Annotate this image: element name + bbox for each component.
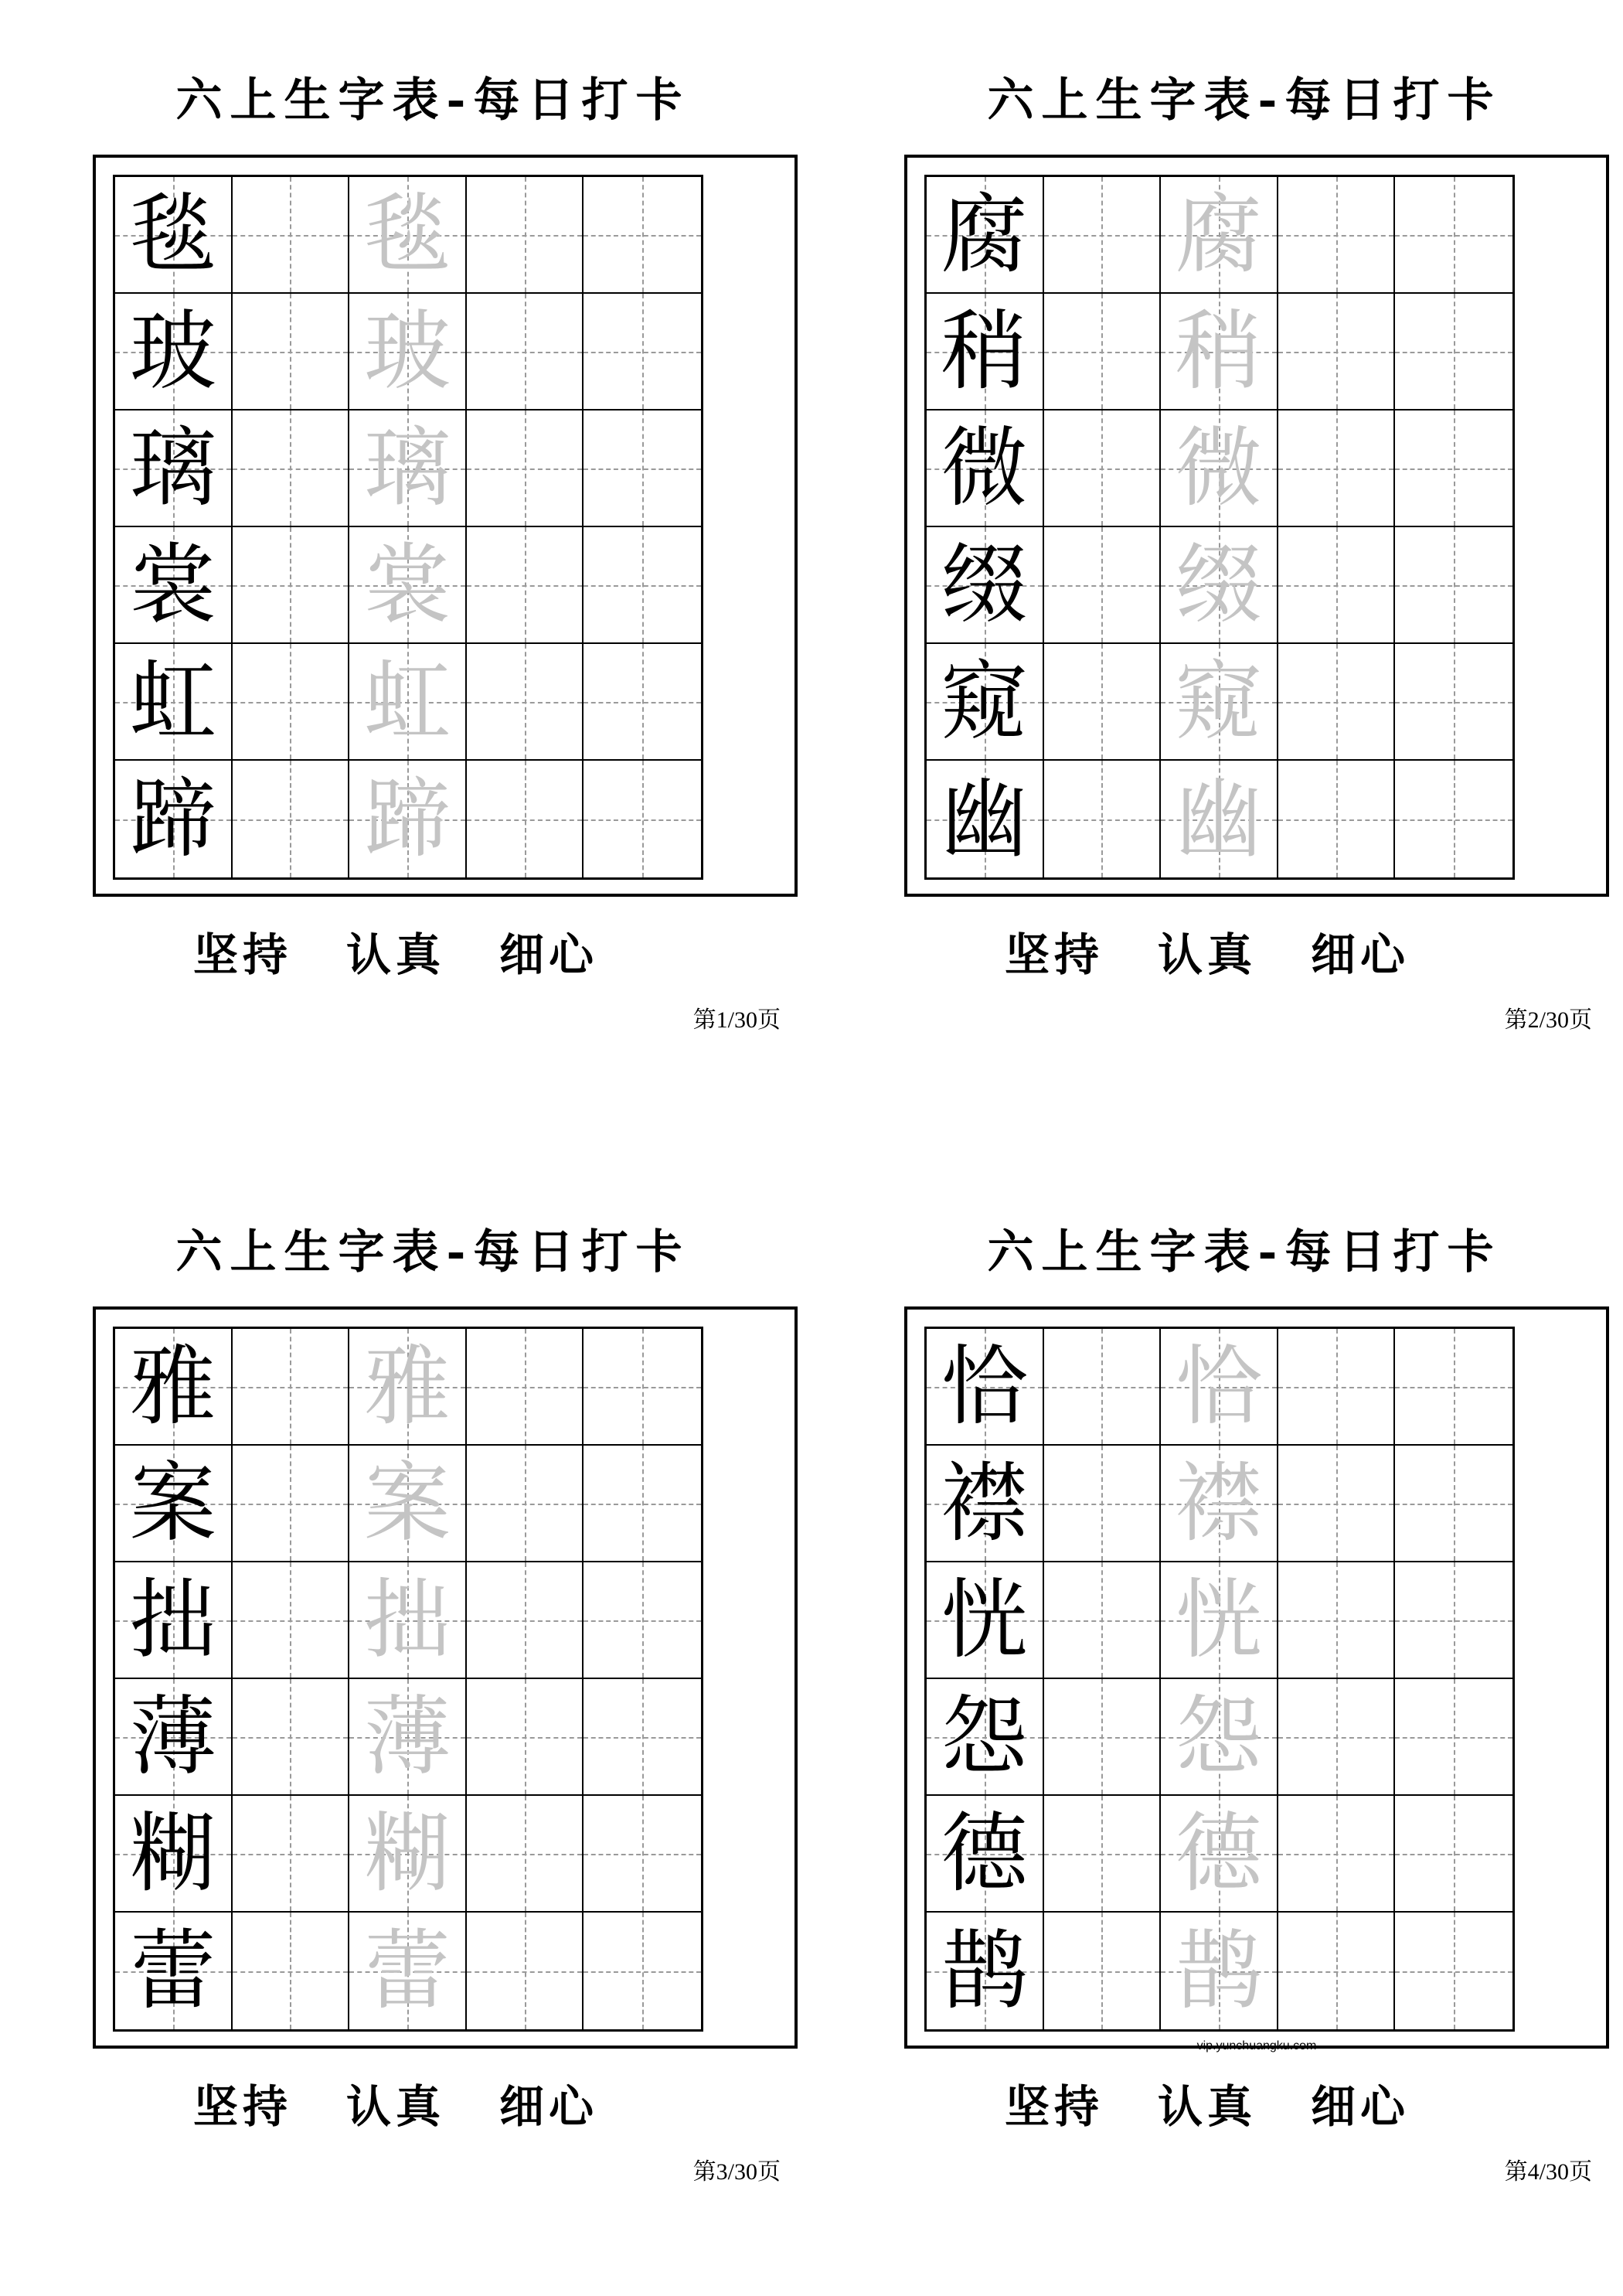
blank-writing-cell[interactable] [1278,644,1396,761]
motto-word: 坚持 [1005,2080,1104,2133]
grid-row [115,644,701,761]
blank-writing-cell[interactable] [1044,644,1162,761]
blank-writing-cell[interactable] [1395,1679,1512,1796]
model-cell [115,527,233,644]
model-character: 毯 [129,184,216,285]
model-cell [927,527,1044,644]
model-character: 蹄 [129,768,216,870]
model-character: 璃 [129,417,216,519]
model-cell [927,1796,1044,1913]
trace-cell [1161,527,1278,644]
motto-line [1005,2080,1464,2134]
practice-grid [924,1327,1515,2032]
trace-character: 幽 [1175,768,1262,870]
blank-writing-cell[interactable] [233,1679,350,1796]
trace-character: 毯 [363,184,451,285]
trace-cell [1161,410,1278,527]
blank-writing-cell[interactable] [233,1446,350,1562]
blank-writing-cell[interactable] [1044,410,1162,527]
trace-cell [1161,294,1278,410]
blank-writing-cell[interactable] [1044,1446,1162,1562]
blank-writing-cell[interactable] [1044,177,1162,294]
blank-writing-cell[interactable] [467,1796,584,1913]
motto-word: 坚持 [193,928,293,981]
practice-sheet-1 [85,0,781,1033]
trace-cell [1161,761,1278,877]
grid-row [115,1446,701,1562]
trace-character: 案 [363,1453,451,1554]
grid-row [115,410,701,527]
motto-line [193,2080,652,2134]
model-cell [115,761,233,877]
model-cell [115,177,233,294]
grid-row [115,1913,701,2029]
blank-writing-cell[interactable] [1044,1796,1162,1913]
model-cell [927,177,1044,294]
model-cell [927,1446,1044,1562]
blank-writing-cell[interactable] [467,177,584,294]
blank-writing-cell[interactable] [584,410,701,527]
blank-writing-cell[interactable] [584,1329,701,1446]
motto-word: 细心 [1311,2080,1410,2133]
trace-cell [1161,644,1278,761]
trace-cell [349,1796,467,1913]
model-character: 襟 [941,1453,1028,1554]
grid-row [115,294,701,410]
blank-writing-cell[interactable] [1278,177,1396,294]
grid-row [115,1679,701,1796]
blank-writing-cell[interactable] [1278,1796,1396,1913]
trace-character: 拙 [363,1569,451,1671]
motto-line [1005,928,1464,982]
model-character: 糊 [129,1803,216,1904]
model-character: 鹊 [941,1920,1028,2022]
page-number: 第1/30页 [692,1007,781,1033]
motto-word: 认真 [1158,2080,1257,2133]
blank-writing-cell[interactable] [467,1679,584,1796]
model-cell [927,1913,1044,2029]
blank-writing-cell[interactable] [233,1329,350,1446]
sheet-title: 六上生字表-每日打卡 [987,73,1502,128]
blank-writing-cell[interactable] [1395,410,1512,527]
blank-writing-cell[interactable] [584,294,701,410]
blank-writing-cell[interactable] [1278,761,1396,877]
trace-cell [349,761,467,877]
trace-cell [349,527,467,644]
model-character: 幽 [941,768,1028,870]
model-cell [115,1679,233,1796]
model-character: 裳 [129,534,216,635]
page-number: 第3/30页 [692,2159,781,2185]
grid-row [115,177,701,294]
trace-cell [349,644,467,761]
trace-cell [1161,1679,1278,1796]
practice-grid [113,1327,703,2032]
model-character: 缀 [941,534,1028,635]
practice-frame [93,1306,798,2049]
blank-writing-cell[interactable] [233,644,350,761]
grid-row [927,644,1512,761]
model-cell [927,294,1044,410]
model-cell [927,644,1044,761]
blank-writing-cell[interactable] [1278,1679,1396,1796]
motto-word: 认真 [346,2080,446,2133]
blank-writing-cell[interactable] [233,410,350,527]
model-cell [927,1562,1044,1679]
blank-writing-cell[interactable] [1395,644,1512,761]
grid-row [115,761,701,877]
model-character: 玻 [129,301,216,402]
trace-character: 薄 [363,1686,451,1787]
blank-writing-cell[interactable] [1044,527,1162,644]
model-cell [115,1562,233,1679]
blank-writing-cell[interactable] [1278,1913,1396,2029]
watermark-url: vip.yunchuangku.com [1196,2039,1317,2052]
model-cell [115,1796,233,1913]
trace-character: 裳 [363,534,451,635]
blank-writing-cell[interactable] [467,1562,584,1679]
practice-grid [924,175,1515,880]
trace-character: 蹄 [363,768,451,870]
sheet-title: 六上生字表-每日打卡 [175,1225,690,1279]
trace-character: 稍 [1175,301,1262,402]
trace-cell [349,1446,467,1562]
trace-character: 蕾 [363,1920,451,2022]
model-cell [927,1329,1044,1446]
trace-character: 德 [1175,1803,1262,1904]
grid-row [115,1796,701,1913]
grid-row [927,527,1512,644]
trace-cell [1161,1329,1278,1446]
blank-writing-cell[interactable] [233,294,350,410]
blank-writing-cell[interactable] [233,761,350,877]
model-character: 蕾 [129,1920,216,2022]
blank-writing-cell[interactable] [1044,294,1162,410]
practice-frame [904,155,1609,897]
grid-row [927,1329,1512,1446]
blank-writing-cell[interactable] [584,761,701,877]
grid-row [927,1679,1512,1796]
blank-writing-cell[interactable] [584,644,701,761]
trace-cell [349,1562,467,1679]
trace-cell [349,1329,467,1446]
trace-cell [349,294,467,410]
blank-writing-cell[interactable] [584,177,701,294]
practice-frame [93,155,798,897]
blank-writing-cell[interactable] [1395,177,1512,294]
trace-character: 糊 [363,1803,451,1904]
trace-cell [1161,177,1278,294]
blank-writing-cell[interactable] [584,1562,701,1679]
blank-writing-cell[interactable] [1395,1796,1512,1913]
model-character: 虹 [129,651,216,752]
model-cell [115,410,233,527]
model-cell [927,761,1044,877]
trace-character: 恰 [1175,1336,1262,1437]
motto-word: 坚持 [193,2080,293,2133]
blank-writing-cell[interactable] [1044,1679,1162,1796]
trace-cell [1161,1913,1278,2029]
blank-writing-cell[interactable] [467,294,584,410]
model-character: 怨 [941,1686,1028,1787]
blank-writing-cell[interactable] [1044,1913,1162,2029]
trace-character: 怨 [1175,1686,1262,1787]
grid-row [927,1562,1512,1679]
model-character: 窥 [941,651,1028,752]
blank-writing-cell[interactable] [233,1562,350,1679]
grid-row [927,294,1512,410]
blank-writing-cell[interactable] [1278,294,1396,410]
model-character: 稍 [941,301,1028,402]
practice-sheet-4 [897,1152,1592,2185]
blank-writing-cell[interactable] [233,1796,350,1913]
blank-writing-cell[interactable] [1395,294,1512,410]
blank-writing-cell[interactable] [1395,1913,1512,2029]
page-number: 第2/30页 [1504,1007,1592,1033]
model-character: 薄 [129,1686,216,1787]
motto-word: 坚持 [1005,928,1104,981]
model-character: 腐 [941,184,1028,285]
grid-row [927,177,1512,294]
blank-writing-cell[interactable] [233,1913,350,2029]
blank-writing-cell[interactable] [584,1679,701,1796]
trace-character: 恍 [1175,1569,1262,1671]
model-cell [115,1329,233,1446]
blank-writing-cell[interactable] [584,1446,701,1562]
trace-cell [349,1913,467,2029]
trace-character: 璃 [363,417,451,519]
model-character: 雅 [129,1336,216,1437]
model-cell [115,294,233,410]
motto-line [193,928,652,982]
sheet-title: 六上生字表-每日打卡 [987,1225,1502,1279]
model-cell [115,644,233,761]
practice-grid [113,175,703,880]
blank-writing-cell[interactable] [1395,1562,1512,1679]
motto-word: 认真 [1158,928,1257,981]
model-cell [115,1913,233,2029]
blank-writing-cell[interactable] [584,1796,701,1913]
grid-row [927,1796,1512,1913]
blank-writing-cell[interactable] [467,644,584,761]
blank-writing-cell[interactable] [584,1913,701,2029]
trace-character: 虹 [363,651,451,752]
trace-cell [349,1679,467,1796]
blank-writing-cell[interactable] [467,527,584,644]
grid-row [115,1562,701,1679]
model-cell [115,1446,233,1562]
blank-writing-cell[interactable] [1044,1562,1162,1679]
trace-character: 玻 [363,301,451,402]
model-character: 案 [129,1453,216,1554]
blank-writing-cell[interactable] [1395,527,1512,644]
blank-writing-cell[interactable] [233,527,350,644]
blank-writing-cell[interactable] [467,1446,584,1562]
blank-writing-cell[interactable] [467,761,584,877]
model-character: 德 [941,1803,1028,1904]
blank-writing-cell[interactable] [1395,761,1512,877]
motto-word: 细心 [1311,928,1410,981]
motto-word: 细心 [499,928,599,981]
blank-writing-cell[interactable] [1278,410,1396,527]
practice-sheet-3 [85,1152,781,2185]
blank-writing-cell[interactable] [1278,1329,1396,1446]
trace-cell [1161,1446,1278,1562]
blank-writing-cell[interactable] [233,177,350,294]
model-cell [927,1679,1044,1796]
sheet-title: 六上生字表-每日打卡 [175,73,690,128]
grid-row [115,1329,701,1446]
blank-writing-cell[interactable] [1278,1562,1396,1679]
model-character: 恰 [941,1336,1028,1437]
grid-row [927,1446,1512,1562]
trace-cell [349,177,467,294]
grid-row [927,1913,1512,2029]
model-cell [927,410,1044,527]
trace-character: 微 [1175,417,1262,519]
grid-row [927,761,1512,877]
blank-writing-cell[interactable] [467,1913,584,2029]
page-number: 第4/30页 [1504,2159,1592,2185]
blank-writing-cell[interactable] [1395,1329,1512,1446]
model-character: 微 [941,417,1028,519]
blank-writing-cell[interactable] [1044,761,1162,877]
trace-character: 腐 [1175,184,1262,285]
trace-character: 窥 [1175,651,1262,752]
blank-writing-cell[interactable] [467,1329,584,1446]
practice-sheet-2 [897,0,1592,1033]
motto-word: 认真 [346,928,446,981]
grid-row [115,527,701,644]
model-character: 恍 [941,1569,1028,1671]
trace-character: 雅 [363,1336,451,1437]
blank-writing-cell[interactable] [1044,1329,1162,1446]
trace-character: 襟 [1175,1453,1262,1554]
model-character: 拙 [129,1569,216,1671]
motto-word: 细心 [499,2080,599,2133]
blank-writing-cell[interactable] [1278,527,1396,644]
blank-writing-cell[interactable] [1278,1446,1396,1562]
blank-writing-cell[interactable] [1395,1446,1512,1562]
practice-frame [904,1306,1609,2052]
trace-character: 缀 [1175,534,1262,635]
trace-cell [1161,1562,1278,1679]
blank-writing-cell[interactable] [467,410,584,527]
trace-cell [1161,1796,1278,1913]
grid-row [927,410,1512,527]
trace-cell [349,410,467,527]
trace-character: 鹊 [1175,1920,1262,2022]
blank-writing-cell[interactable] [584,527,701,644]
